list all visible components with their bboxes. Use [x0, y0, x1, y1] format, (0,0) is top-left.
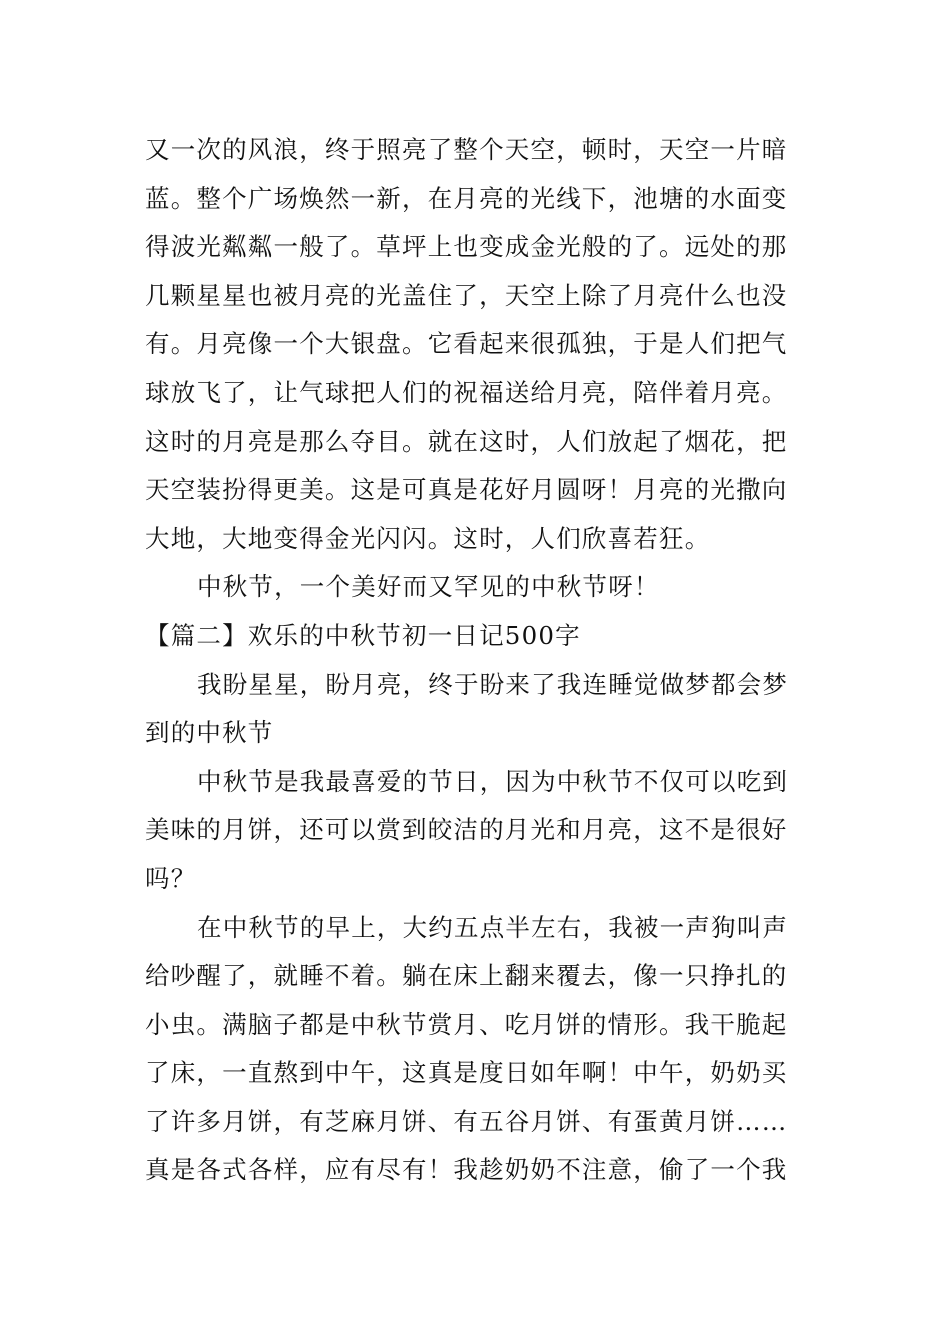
text-line: 有。月亮像一个大银盘。它看起来很孤独，于是人们把气	[145, 329, 788, 359]
text-line: 小虫。满脑子都是中秋节赏月、吃月饼的情形。我干脆起	[145, 1009, 788, 1039]
section-heading: 【篇二】欢乐的中秋节初一日记500字	[145, 620, 581, 650]
text-line: 吗？	[145, 863, 197, 893]
text-line: 大地，大地变得金光闪闪。这时，人们欣喜若狂。	[145, 523, 711, 553]
document-page	[145, 126, 815, 1195]
text-line: 又一次的风浪，终于照亮了整个天空，顿时，天空一片暗	[145, 135, 788, 164]
paragraph-line: 我盼星星，盼月亮，终于盼来了我连睡觉做梦都会梦	[197, 669, 789, 699]
paragraph-line: 中秋节是我最喜爱的节日，因为中秋节不仅可以吃到	[197, 766, 789, 796]
text-line: 到的中秋节	[145, 718, 274, 748]
paragraph-line: 中秋节，一个美好而又罕见的中秋节呀！	[197, 572, 660, 602]
text-line: 真是各式各样，应有尽有！我趁奶奶不注意，偷了一个我	[145, 1155, 788, 1185]
text-line: 得波光粼粼一般了。草坪上也变成金光般的了。远处的那	[145, 232, 788, 262]
text-line: 蓝。整个广场焕然一新，在月亮的光线下，池塘的水面变	[145, 183, 788, 213]
text-line: 球放飞了，让气球把人们的祝福送给月亮，陪伴着月亮。	[145, 377, 788, 407]
text-line: 给吵醒了，就睡不着。躺在床上翻来覆去，像一只挣扎的	[145, 961, 788, 991]
text-line: 这时的月亮是那么夺目。就在这时，人们放起了烟花，把	[145, 426, 788, 456]
text-line: 了床，一直熬到中午，这真是度日如年啊！中午，奶奶买	[145, 1058, 788, 1088]
text-line: 了许多月饼，有芝麻月饼、有五谷月饼、有蛋黄月饼……	[145, 1106, 788, 1136]
text-line: 天空装扮得更美。这是可真是花好月圆呀！月亮的光撒向	[145, 475, 788, 505]
paragraph-line: 在中秋节的早上，大约五点半左右，我被一声狗叫声	[197, 912, 789, 942]
text-line: 几颗星星也被月亮的光盖住了，天空上除了月亮什么也没	[145, 280, 788, 310]
text-line: 美味的月饼，还可以赏到皎洁的月光和月亮，这不是很好	[145, 815, 788, 845]
